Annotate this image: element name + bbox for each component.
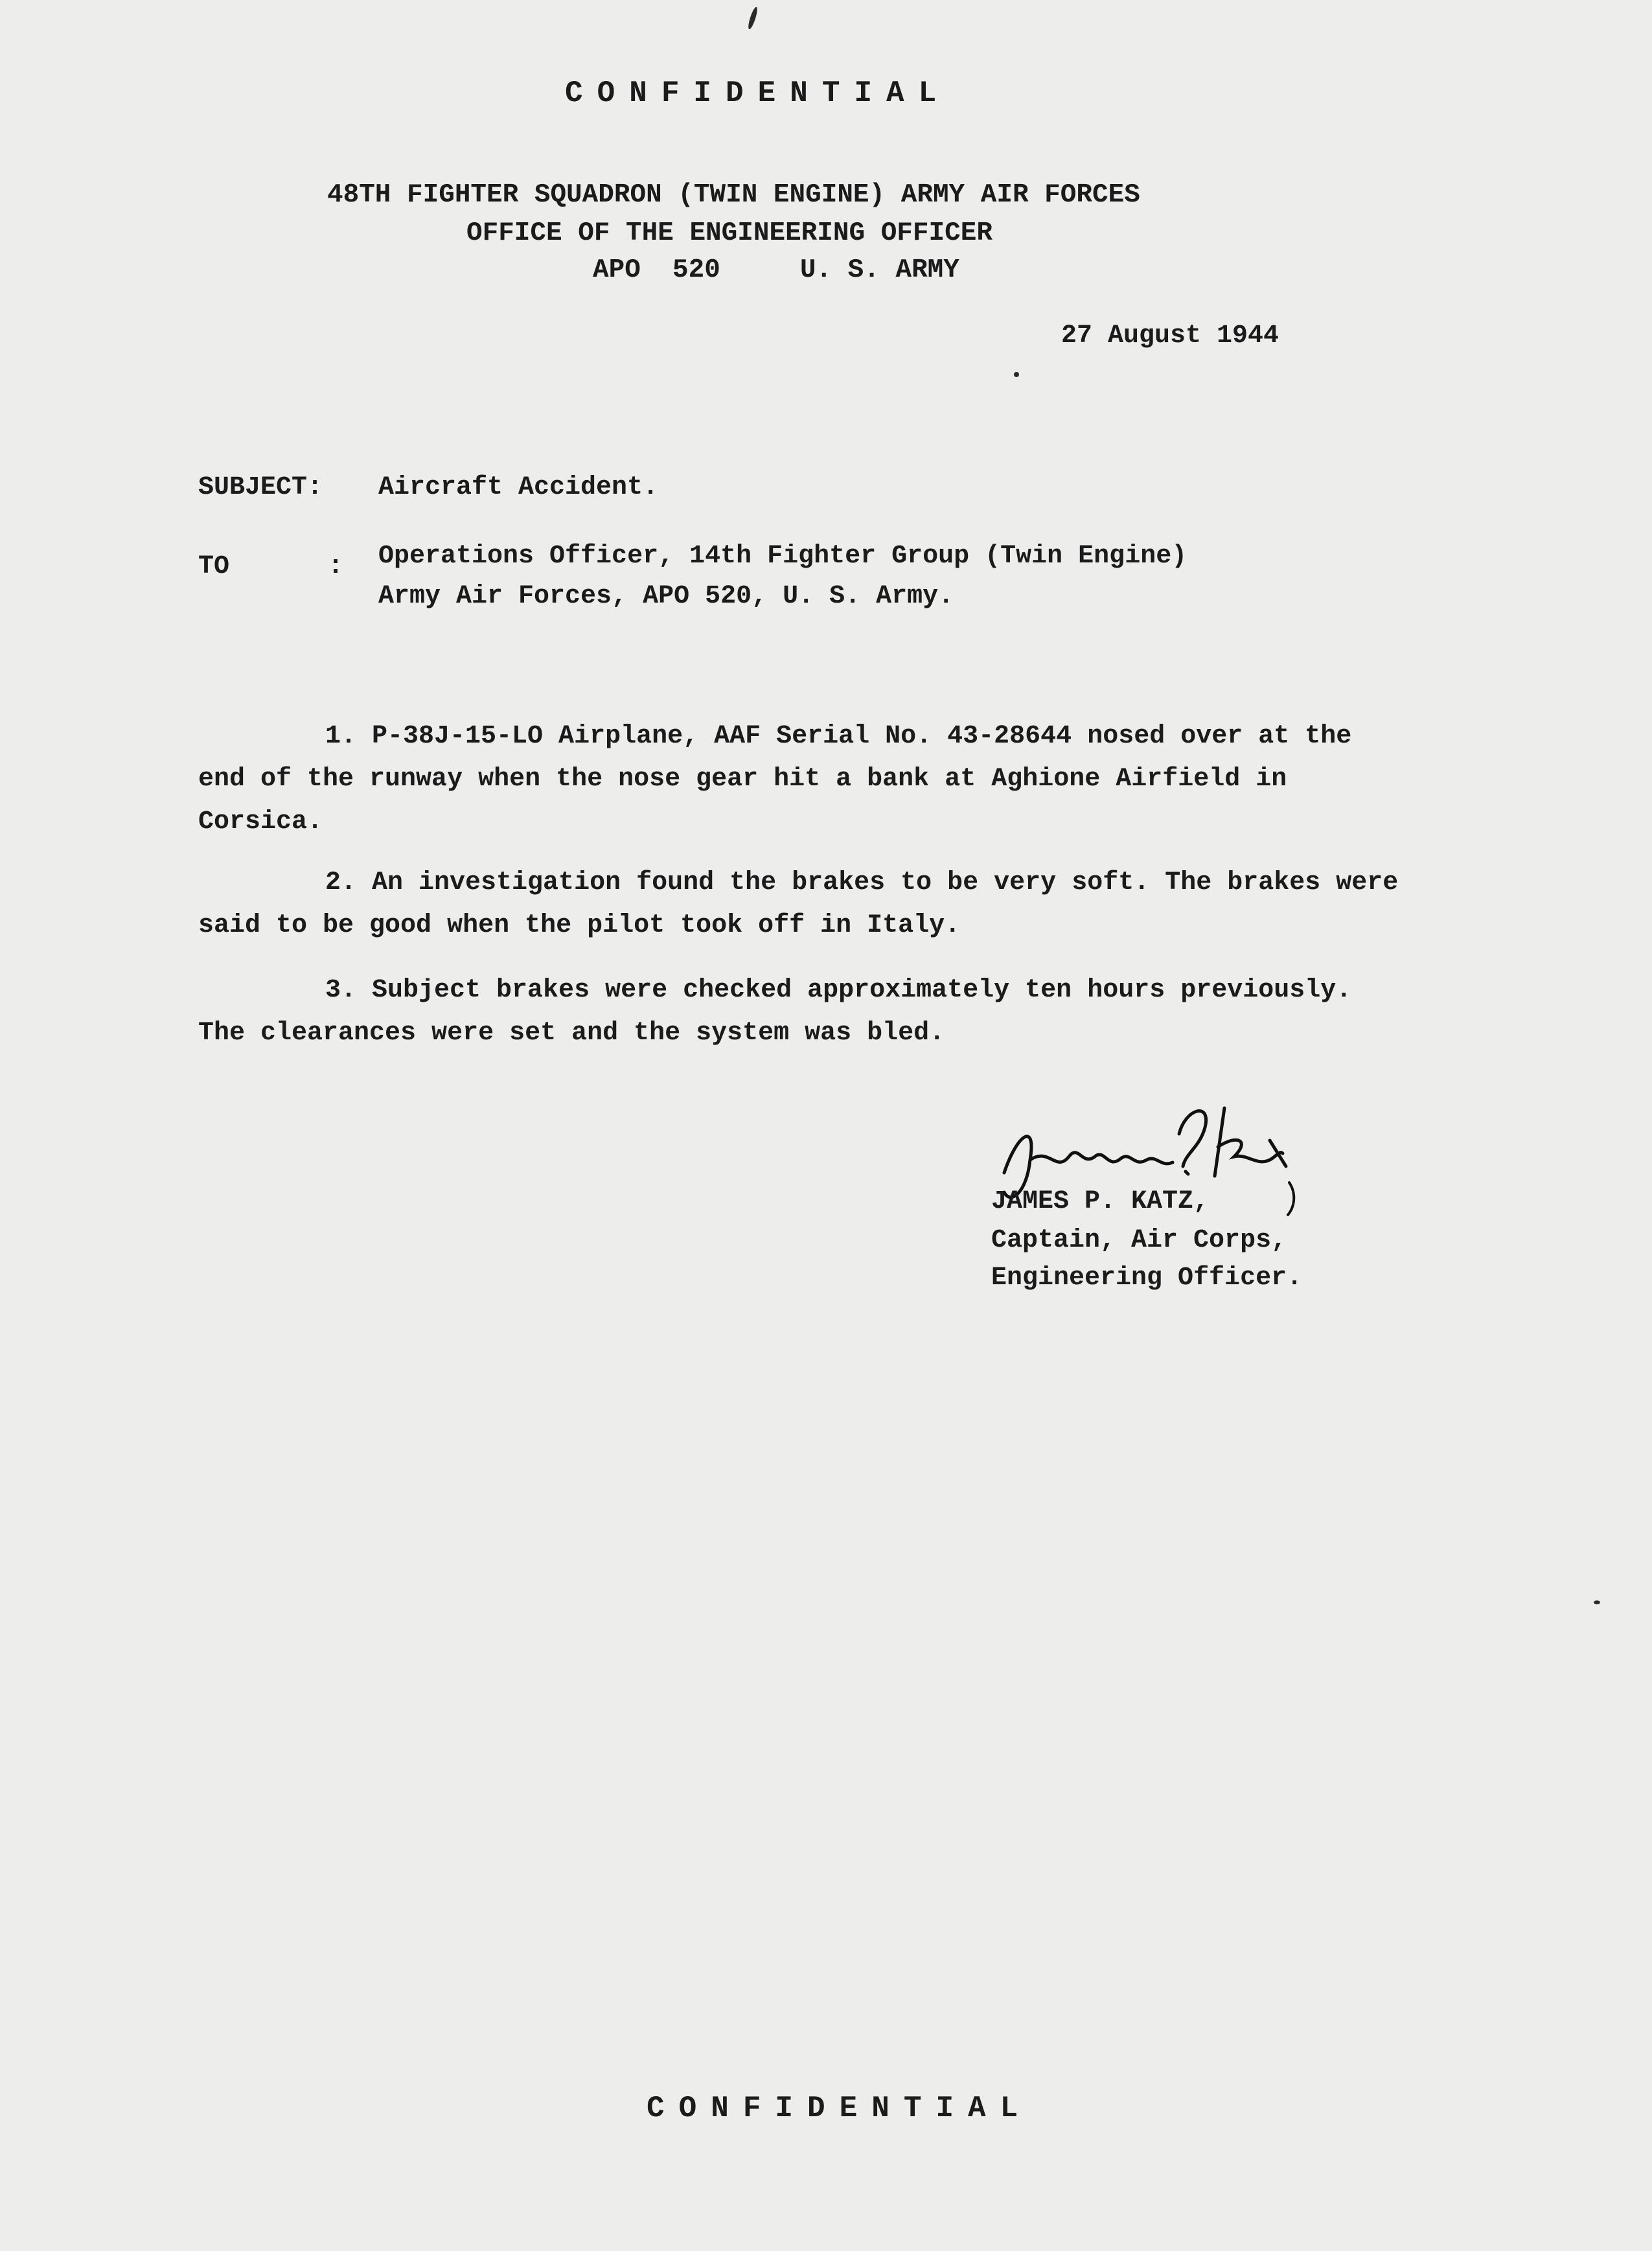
signer-title: Engineering Officer. [991, 1264, 1303, 1293]
subject-value: Aircraft Accident. [378, 473, 659, 502]
letterhead-line-1: 48TH FIGHTER SQUADRON (TWIN ENGINE) ARMY AIR FORCES [327, 180, 1140, 210]
letter-date: 27 August 1944 [1061, 321, 1279, 351]
signer-rank: Captain, Air Corps, [991, 1226, 1287, 1255]
paragraph-3: 3. Subject brakes were checked approximately ten hours previously. The clearances were set and the system was bled. [198, 976, 1352, 1048]
to-line-1: Operations Officer, 14th Fighter Group (Twin Engine) [378, 542, 1187, 571]
to-label: TO [198, 552, 230, 581]
classification-bottom: CONFIDENTIAL [647, 2092, 1033, 2125]
letterhead-line-2: OFFICE OF THE ENGINEERING OFFICER [466, 218, 992, 248]
subject-label: SUBJECT: [198, 473, 323, 502]
paragraph-1: 1. P-38J-15-LO Airplane, AAF Serial No. 43-28644 nosed over at the end of the runway when the nose gear hit a bank at Aghione Airfield in Corsica. [198, 722, 1352, 837]
paragraph-2: 2. An investigation found the brakes to be very soft. The brakes were said to be good when the pilot took off in Italy. [198, 868, 1399, 940]
to-line-2: Army Air Forces, APO 520, U. S. Army. [378, 582, 954, 611]
classification-top: CONFIDENTIAL [565, 76, 951, 110]
letterhead-line-3: APO 520 U. S. ARMY [593, 255, 959, 285]
scan-mark [747, 6, 759, 30]
scan-mark [1014, 372, 1019, 377]
to-colon: : [328, 552, 344, 581]
signer-name: JAMES P. KATZ, [991, 1187, 1210, 1216]
scan-mark [1594, 1600, 1600, 1604]
